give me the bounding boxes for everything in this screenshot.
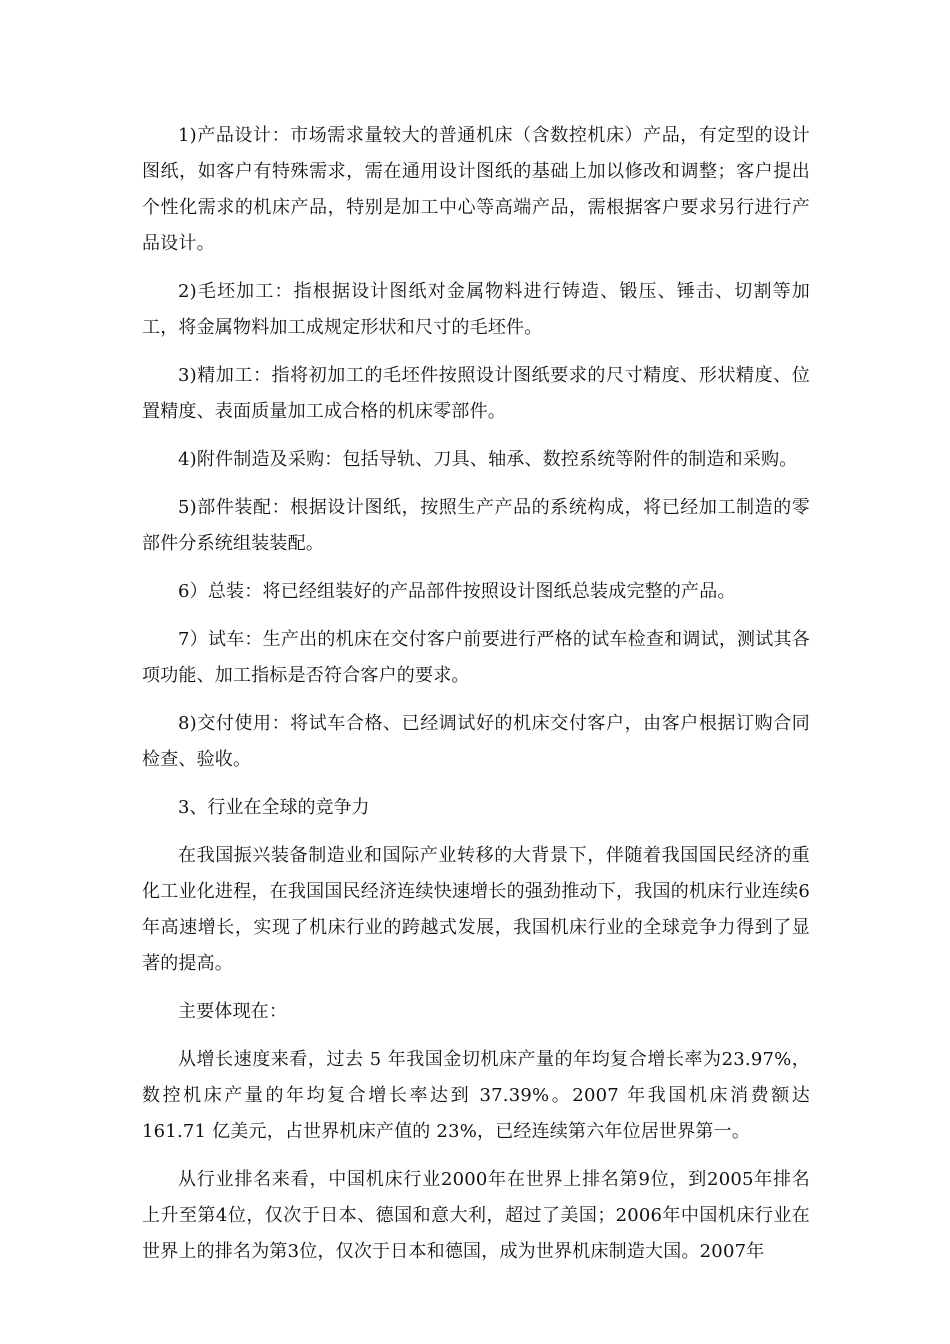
paragraph-blank-processing: 2)毛坯加工：指根据设计图纸对金属物料进行铸造、锻压、锤击、切割等加工，将金属物料加工成规定形状和尺寸的毛坯件。 (142, 281, 810, 338)
paragraph-test-run: 7）试车：生产出的机床在交付客户前要进行严格的试车检查和调试，测试其各项功能、加工指标是否符合客户的要求。 (142, 629, 810, 686)
paragraph-main-points: 主要体现在： (178, 1001, 288, 1022)
paragraph-product-design: 1)产品设计：市场需求量较大的普通机床（含数控机床）产品，有定型的设计图纸，如客户有特殊需求，需在通用设计图纸的基础上加以修改和调整；客户提出个性化需求的机床产品，特别是加工中心等高端产品，需根据客户要求另行进行产品设计。 (142, 125, 810, 254)
paragraph-finishing: 3)精加工：指将初加工的毛坯件按照设计图纸要求的尺寸精度、形状精度、位置精度、表面质量加工成合格的机床零部件。 (142, 365, 810, 422)
paragraph-growth-rate: 从增长速度来看，过去 5 年我国金切机床产量的年均复合增长率为23.97%，数控机床产量的年均复合增长率达到 37.39%。2007 年我国机床消费额达 161.71 亿美元，占世界机床产值的 23%，已经连续第六年位居世界第一。 (142, 1049, 810, 1142)
paragraph-background: 在我国振兴装备制造业和国际产业转移的大背景下，伴随着我国国民经济的重化工业化进程，在我国国民经济连续快速增长的强劲推动下，我国的机床行业连续6年高速增长，实现了机床行业的跨越式发展，我国机床行业的全球竞争力得到了显著的提高。 (142, 845, 810, 974)
document-body (142, 118, 810, 1282)
paragraph-component-assembly: 5)部件装配：根据设计图纸，按照生产产品的系统构成，将已经加工制造的零部件分系统组装装配。 (142, 497, 810, 554)
paragraph-industry-ranking: 从行业排名来看，中国机床行业2000年在世界上排名第9位，到2005年排名上升至第4位，仅次于日本、德国和意大利，超过了美国；2006年中国机床行业在世界上的排名为第3位，仅次于日本和德国，成为世界机床制造大国。2007年 (142, 1169, 810, 1262)
paragraph-accessory-procurement: 4)附件制造及采购：包括导轨、刀具、轴承、数控系统等附件的制造和采购。 (178, 449, 798, 470)
section-heading: 3、行业在全球的竞争力 (178, 797, 370, 818)
paragraph-final-assembly: 6）总装：将已经组装好的产品部件按照设计图纸总装成完整的产品。 (178, 581, 736, 602)
paragraph-delivery: 8)交付使用：将试车合格、已经调试好的机床交付客户，由客户根据订购合同检查、验收。 (142, 713, 810, 770)
